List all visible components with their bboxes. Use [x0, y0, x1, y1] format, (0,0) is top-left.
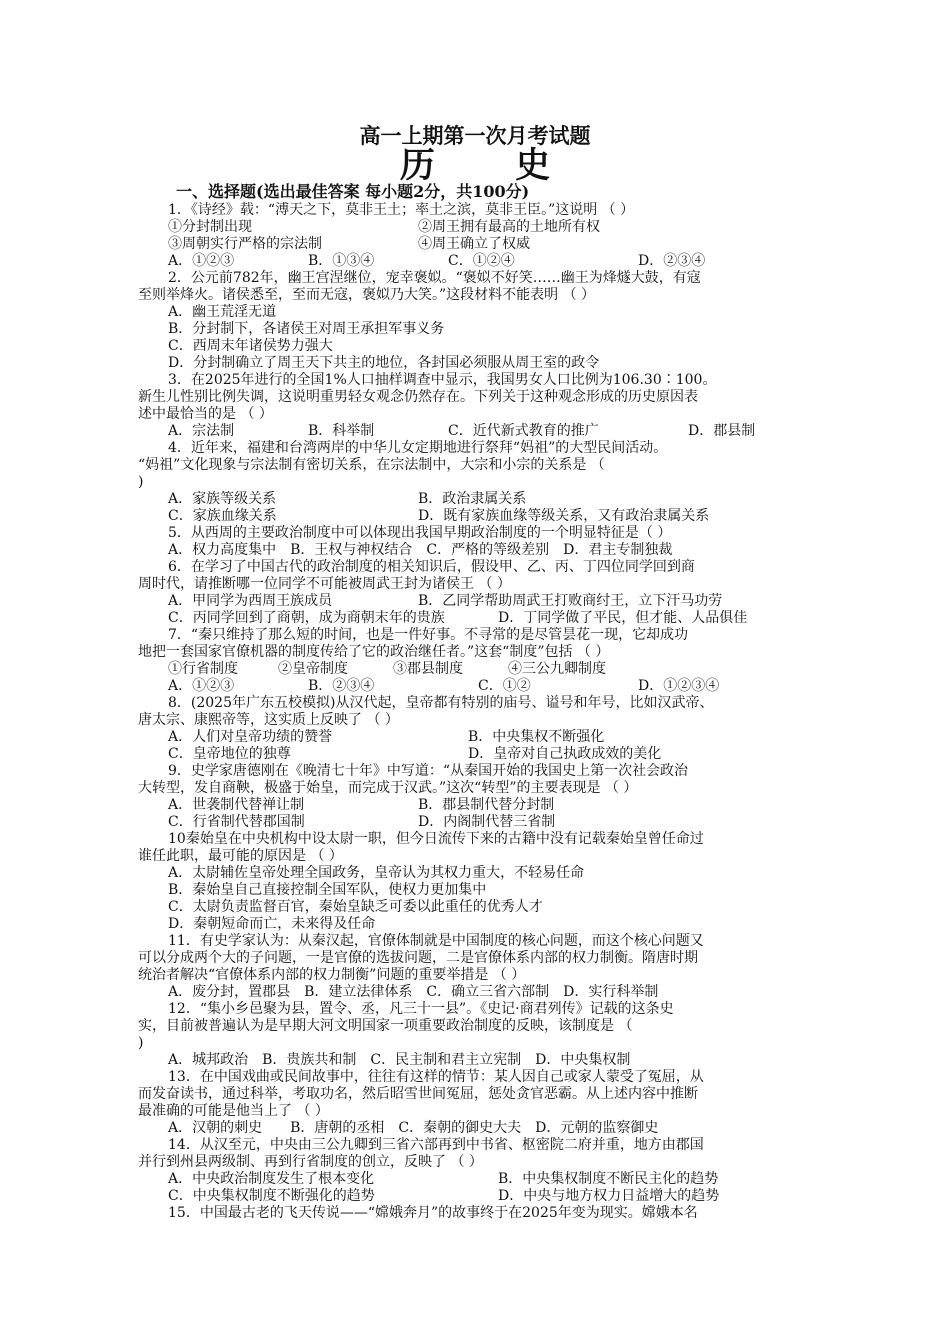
- question-11-stem-cont: 统治者解决“官僚体系内部的权力制衡”问题的重要举措是 （ ）: [138, 967, 526, 983]
- question-14-options-row2: [138, 1188, 818, 1205]
- statement-item: ③周朝实行严格的宗法制: [168, 236, 322, 252]
- question-4-stem-cont: “妈祖”文化现象与宗法制有密切关系，在宗法制中，大宗和小宗的关系是 （: [138, 457, 605, 473]
- question-8-stem: 8．(2025年广东五校模拟)从汉代起，皇帝都有特别的庙号、谥号和年号，比如汉武帝、: [168, 695, 714, 711]
- question-2-stem: 2．公元前782年，幽王宫涅继位，宠幸褒姒。“褒姒不好笑……幽王为烽燧大鼓，有寇: [168, 270, 701, 286]
- question-3-options: [138, 423, 818, 440]
- question-11-stem: 11．有史学家认为：从秦汉起，官僚体制就是中国制度的核心问题，而这个核心问题又: [168, 933, 704, 949]
- question-6-options-row1: [138, 593, 818, 610]
- question-6-options-row2: [138, 610, 818, 627]
- question-7-items: [138, 661, 818, 678]
- option-d[interactable]: D．既有家族血缘等级关系，又有政治隶属关系: [418, 508, 710, 524]
- section-heading: 一、选择题(选出最佳答案 每小题2分，共100分): [176, 182, 530, 201]
- option-a[interactable]: A．家族等级关系: [168, 491, 277, 507]
- option-c[interactable]: C．近代新式教育的推广: [448, 423, 599, 439]
- question-6-stem-cont: 周时代，请推断哪一位同学不可能被周武王封为诸侯王 （ ）: [138, 576, 511, 592]
- option-c[interactable]: C．中央集权制度不断强化的趋势: [168, 1188, 375, 1204]
- option-c[interactable]: C．①②: [478, 678, 531, 694]
- option-d[interactable]: D．①②③④: [638, 678, 720, 694]
- subject-title: 历 史: [399, 145, 585, 186]
- option-b[interactable]: B．乙同学帮助周武王打败商纣王，立下汗马功劳: [418, 593, 723, 609]
- question-12-stem: 12．“集小乡邑聚为县，置令、丞，凡三十一县”。《史记·商君列传》记载的这条史: [168, 1001, 674, 1017]
- option-d[interactable]: D．中央与地方权力日益增大的趋势: [498, 1188, 720, 1204]
- question-4-options-row1: [138, 491, 818, 508]
- option-b[interactable]: B．政治隶属关系: [418, 491, 527, 507]
- statement-item: ②周王拥有最高的土地所有权: [418, 219, 600, 235]
- option-b[interactable]: B．秦始皇自己直接控制全国军队，使权力更加集中: [168, 882, 487, 898]
- option-d[interactable]: D．②③④: [638, 253, 706, 269]
- option-c[interactable]: C．家族血缘关系: [168, 508, 277, 524]
- option-c[interactable]: C．皇帝地位的独尊: [168, 746, 291, 762]
- option-a[interactable]: A．甲同学为西周王族成员: [168, 593, 333, 609]
- statement-item: ①分封制出现: [168, 219, 252, 235]
- option-b[interactable]: B．郡县制代替分封制: [418, 797, 555, 813]
- question-7-stem: 7．“秦只维持了那么短的时间，也是一件好事。不寻常的是尽管昙花一现，它却成功: [168, 627, 689, 643]
- option-b[interactable]: B．分封制下，各诸侯王对周王承担军事义务: [168, 321, 445, 337]
- question-9-stem: 9．史学家唐德刚在《晚清七十年》中写道：“从秦国开始的我国史上第一次社会政治: [168, 763, 689, 779]
- question-5-stem: 5．从西周的主要政治制度中可以体现出我国早期政治制度的一个明显特征是（ ）: [168, 525, 672, 541]
- option-a[interactable]: A．人们对皇帝功绩的赞誉: [168, 729, 333, 745]
- question-13-stem-cont: 最准确的可能是他当上了 （ ）: [138, 1103, 329, 1119]
- question-1-options: [138, 253, 818, 270]
- option-a[interactable]: A．①②③: [168, 253, 235, 269]
- question-3-stem: 3．在2025年进行的全国1%人口抽样调查中显示，我国男女人口比例为106.30∶100。: [168, 372, 717, 388]
- question-2-stem-cont: 至则举烽火。诸侯悉至，至而无寇，褒姒乃大笑。”这段材料不能表明 （ ）: [138, 287, 596, 303]
- question-1-items-row2: [138, 236, 818, 253]
- question-12-stem-cont: ): [138, 1035, 144, 1051]
- question-3-stem-cont: 述中最恰当的是 （ ）: [138, 406, 273, 422]
- option-c[interactable]: C．太尉负责监督百官，秦始皇缺乏可委以此重任的优秀人才: [168, 899, 543, 915]
- question-3-stem-cont: 新生儿性别比例失调，这说明重男轻女观念仍然存在。下列关于这种观念形成的历史原因表: [138, 389, 698, 405]
- option-c[interactable]: C．①②④: [448, 253, 515, 269]
- question-7-options: [138, 678, 818, 695]
- option-b[interactable]: B．科举制: [308, 423, 375, 439]
- statement-item: ③郡县制度: [393, 661, 463, 677]
- question-11-options[interactable]: A．废分封，置郡县 B．建立法律体系 C．确立三省六部制 D．实行科举制: [168, 984, 659, 1000]
- question-5-options[interactable]: A．权力高度集中 B．王权与神权结合 C．严格的等级差别 D．君主专制独裁: [168, 542, 673, 558]
- statement-item: ④三公九卿制度: [508, 661, 606, 677]
- question-9-options-row2: [138, 814, 818, 831]
- question-1-stem: 1．《诗经》载：“溥天之下，莫非王土；率土之滨，莫非王臣。”这说明 （ ）: [168, 202, 635, 218]
- question-10-stem: 10秦始皇在中央机构中设太尉一职，但今日流传下来的古籍中没有记载秦始皇曾任命过: [168, 831, 704, 847]
- option-c[interactable]: C．西周末年诸侯势力强大: [168, 338, 333, 354]
- option-a[interactable]: A．太尉辅佐皇帝处理全国政务，皇帝认为其权力重大，不轻易任命: [168, 865, 585, 881]
- option-b[interactable]: B．②③④: [308, 678, 375, 694]
- statement-item: ②皇帝制度: [278, 661, 348, 677]
- question-14-stem: 14．从汉至元，中央由三公九卿到三省六部再到中书省、枢密院二府并重，地方由郡国: [168, 1137, 704, 1153]
- option-d[interactable]: D．郡县制: [688, 423, 756, 439]
- question-12-stem-cont: 实，目前被普遍认为是早期大河文明国家一项重要政治制度的反映，该制度是 （: [138, 1018, 633, 1034]
- question-9-options-row1: [138, 797, 818, 814]
- option-a[interactable]: A．①②③: [168, 678, 235, 694]
- option-a[interactable]: A．幽王荒淫无道: [168, 304, 277, 320]
- question-list: [138, 202, 818, 1222]
- question-9-stem-cont: 大转型，发自商鞅，极盛于始皇，而完成于汉武。”这次“转型”的主要表现是 （ ）: [138, 780, 638, 796]
- question-4-options-row2: [138, 508, 818, 525]
- statement-item: ①行省制度: [168, 661, 238, 677]
- question-15-stem: 15．中国最古老的飞天传说——“嫦娥奔月”的故事终于在2025年变为现实。嫦娥本名: [168, 1205, 698, 1221]
- option-d[interactable]: D．皇帝对自己执政成效的美化: [468, 746, 662, 762]
- question-13-options[interactable]: A．汉朝的刺史 B．唐朝的丞相 C．秦朝的御史大夫 D．元朝的监察御史: [168, 1120, 659, 1136]
- option-d[interactable]: D．内阁制代替三省制: [418, 814, 556, 830]
- option-a[interactable]: A．世袭制代替禅让制: [168, 797, 305, 813]
- question-4-stem: 4．近年来，福建和台湾两岸的中华儿女定期地进行祭拜“妈祖”的大型民间活动。: [168, 440, 668, 456]
- option-d[interactable]: D．秦朝短命而亡，未来得及任命: [168, 916, 376, 932]
- question-7-stem-cont: 地把一套国家官僚机器的制度传给了它的政治继任者。”这套“制度”包括 （ ）: [138, 644, 610, 660]
- question-14-options-row1: [138, 1171, 818, 1188]
- option-a[interactable]: A．中央政治制度发生了根本变化: [168, 1171, 375, 1187]
- question-14-stem-cont: 并行到州县两级制、再到行省制度的创立，反映了 （ ）: [138, 1154, 483, 1170]
- question-10-stem-cont: 谁任此职，最可能的原因是 （ ）: [138, 848, 343, 864]
- option-d[interactable]: D．分封制确立了周王天下共主的地位，各封国必须服从周王室的政令: [168, 355, 600, 371]
- page-title: 高一上期第一次月考试题: [359, 123, 591, 148]
- question-8-options-row2: [138, 746, 818, 763]
- question-12-options[interactable]: A．城邦政治 B．贵族共和制 C．民主制和君主立宪制 D．中央集权制: [168, 1052, 631, 1068]
- option-b[interactable]: B．①③④: [308, 253, 375, 269]
- option-c[interactable]: C．行省制代替郡国制: [168, 814, 305, 830]
- option-b[interactable]: B．中央集权不断强化: [468, 729, 605, 745]
- question-13-stem-cont: 而发奋读书，通过科举，考取功名，然后昭雪世间冤屈，惩处贪官恶霸。从上述内容中推断: [138, 1086, 698, 1102]
- option-c[interactable]: C．丙同学回到了商朝，成为商朝末年的贵族: [168, 610, 445, 626]
- option-a[interactable]: A．宗法制: [168, 423, 235, 439]
- question-8-stem-cont: 唐太宗、康熙帝等，这实质上反映了 （ ）: [138, 712, 399, 728]
- question-11-stem-cont: 可以分成两个大的子问题，一是官僚的选拔问题，二是官僚体系内部的权力制衡。隋唐时期: [138, 950, 698, 966]
- question-6-stem: 6．在学习了中国古代的政治制度的相关知识后，假设甲、乙、丙、丁四位同学回到商: [168, 559, 695, 575]
- question-13-stem: 13．在中国戏曲或民间故事中，往往有这样的情节：某人因自己或家人蒙受了冤屈，从: [168, 1069, 704, 1085]
- question-1-items-row1: [138, 219, 818, 236]
- option-d[interactable]: D．丁同学做了平民，但才能、人品俱佳: [498, 610, 748, 626]
- question-8-options-row1: [138, 729, 818, 746]
- option-b[interactable]: B．中央集权制度不断民主化的趋势: [498, 1171, 719, 1187]
- question-4-stem-cont: ): [138, 474, 144, 490]
- statement-item: ④周王确立了权威: [418, 236, 530, 252]
